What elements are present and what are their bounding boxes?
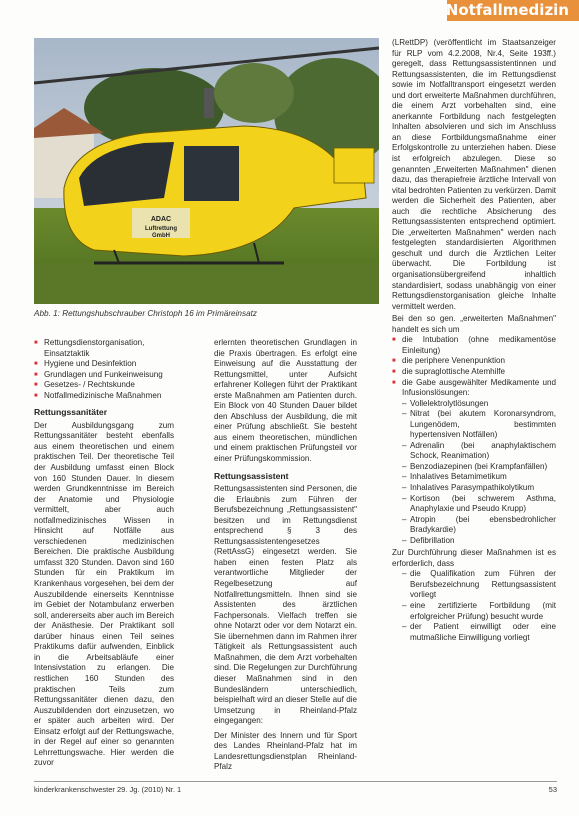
list-item: ■ die periphere Venenpunktion bbox=[392, 356, 556, 367]
footer-divider bbox=[34, 781, 557, 782]
body-paragraph: Bei den so gen. „erweiterten Maßnahmen" handelt es sich um bbox=[392, 314, 556, 334]
column-3 bbox=[392, 38, 556, 643]
body-paragraph: Rettungsassistenten sind Personen, die die Erlaubnis zum Führen der Berufsbezeichnung „Rettungsassistent" besitzen und im Rettungsdienst entsprechend § 3 des Rettungsassistentengesetzes (RettAssG) eingesetzt werden. Sie haben einen festen Platz als verantwortliche Mitglieder der Regelbesetzung auf Notfallrettungsmitteln. Ihnen sind sie Assistenten des ärztlichen Fachpersonals. Vielfach treffen sie ohne Notarzt oder vor dem Notarzt ein. Sie übernehmen dann im Rahmen ihrer Tätigkeit als Rettungsassistent auch Maßnahmen, die dem Arzt vorbehalten sind. Die Regelungen zur Durchführung dieser Maßnahmen sind in den Bundesländern unterschiedlich, beispielhaft wird an dieser Stelle auf die Umsetzung in Rheinland-Pfalz eingegangen: bbox=[214, 484, 357, 726]
svg-text:GmbH: GmbH bbox=[152, 233, 170, 239]
list-item: – Vollelektrolytlösungen bbox=[402, 399, 556, 410]
figure-caption: Abb. 1: Rettungshubschrauber Christoph 16 im Primäreinsatz bbox=[34, 309, 257, 318]
section-heading: Rettungsassistent bbox=[214, 470, 289, 481]
journal-citation: kinderkrankenschwester 29. Jg. (2010) Nr. 1 bbox=[34, 785, 182, 794]
list-item: – Inhalatives Betamimetikum bbox=[402, 472, 556, 483]
body-paragraph: Der Minister des Innern und für Sport des Landes Rheinland-Pfalz hat im Landesrettungsdienstplan Rheinland-Pfalz bbox=[214, 730, 357, 772]
body-paragraph: Der Ausbildungsgang zum Rettungssanitäter besteht ebenfalls aus einem theoretischen und einem praktischen Teil. Der theoretische Teil der Ausbildung umfasst einen Block von 160 Stunden Dauer. In diesem werden Grundkenntnisse im Bereich der Anatomie und Physiologie vermittelt, aber auch notfallmedizinisches Wissen in Hinsicht auf Notfälle aus verschiedenen medizinischen Bereichen. Die praktische Ausbildung umfasst 320 Stunden. Davon sind 160 Stunden für ein Praktikum im Krankenhaus vorgesehen, bei dem der Auszubildende einerseits Kenntnisse im Gebiet der Notambulanz erwerben soll, andererseits aber auch im Bereich der Anästhesie. Der Praktikant soll darüber hinaus einen Teil seines Praktikums dafür aufwenden, Einblick in die Arbeitsabläufe einer Intensivstation zu erlangen. Die restlichen 160 Stunden des praktischen Teils zum Rettungssanitäter dienen dazu, den Auszubildenden dort einzusetzen, wo er später auch arbeiten wird. Der Einsatz erfolgt auf der Rettungswache, in der Regel auf einer so genannten Lehrrettungswache. Hier werden die zuvor bbox=[34, 420, 174, 768]
list-item: – Nitrat (bei akutem Koronarsyndrom, Lungenödem, bestimmten hypertensiven Notfällen) bbox=[402, 409, 556, 441]
list-item: ■ die Intubation (ohne medikamentöse Einleitung) bbox=[392, 335, 556, 356]
list-item: – Benzodiazepinen (bei Krampfanfällen) bbox=[402, 462, 556, 473]
list-item: – Adrenalin (bei anaphylaktischem Schock, Reanimation) bbox=[402, 441, 556, 462]
svg-text:Luftrettung: Luftrettung bbox=[145, 226, 177, 232]
measures-list bbox=[392, 335, 556, 398]
list-item: – Atropin (bei ebensbedrohlicher Bradykardie) bbox=[402, 515, 556, 536]
list-item: – eine zertifizierte Fortbildung (mit erfolgreicher Prüfung) besucht wurde bbox=[402, 601, 556, 622]
section-tab bbox=[447, 0, 579, 21]
list-item: ■ Gesetzes- / Rechtskunde bbox=[34, 380, 174, 391]
list-item: ■ Grundlagen und Funkeinweisung bbox=[34, 370, 174, 381]
body-paragraph: (LRettDP) (veröffentlicht im Staatsanzeiger für RLP vom 4.2.2008, Nr.4, Seite 193ff.) geregelt, dass Rettungsassistentinnen und Rettungsassistenten, die im Rettungsdienst sowie im Notfalltransport eingesetzt werden und dort erweiterte Maßnahmen durchführen, die einem Arzt vorbehalten sind, eine anerkannte Fortbildung nach festgelegten Inhalten absolvieren und sich im Anschluss an diese Fortbildungsmaßnahme einer Erfolgskontrolle zu unterziehen haben. Diese ist erfolgreich abzulegen. Diese so genannten „Erweiterten Maßnahmen" dienen dazu, das therapiefreie ärztliche Intervall von vital bedrohten Patienten zu verkürzen. Damit werden die Sicherheit des Patienten, aber auch die rechtliche Absicherung des Rettungsassistenten entsprechend optimiert. Die „erweiterten Maßnahmen" werden nach festgelegten standardisierten Algorithmen geschult und durch die Ärztlichen Leiter überwacht. Die Fortbildung ist organisationsübergreifend inhaltlich standardisiert, sodass unabhängig von einer Rettungsdienstorganisation gleiche Inhalte vermittelt werden. bbox=[392, 38, 556, 311]
column-1 bbox=[34, 338, 174, 769]
list-item: – die Qualifikation zum Führen der Berufsbezeichnung Rettungsassistent vorliegt bbox=[402, 569, 556, 601]
section-title: Notfallmedizin bbox=[445, 1, 569, 19]
list-item: ■ die Gabe ausgewählter Medikamente und Infusionslösungen: bbox=[392, 378, 556, 399]
body-paragraph: Zur Durchführung dieser Maßnahmen ist es erforderlich, dass bbox=[392, 548, 556, 568]
list-item: ■ die supraglottische Atemhilfe bbox=[392, 367, 556, 378]
page-number: 53 bbox=[548, 785, 557, 794]
list-item: – Kortison (bei schwerem Asthma, Anaphylaxie und Pseudo Krupp) bbox=[402, 494, 556, 515]
column-2 bbox=[214, 338, 357, 773]
list-item: – der Patient einwilligt oder eine mutmaßliche Einwilligung vorliegt bbox=[402, 622, 556, 643]
topic-list bbox=[34, 338, 174, 401]
list-item: – Inhalatives Parasympathikolytikum bbox=[402, 483, 556, 494]
list-item: ■ Hygiene und Desinfektion bbox=[34, 359, 174, 370]
helicopter-illustration bbox=[34, 38, 379, 304]
section-heading: Rettungssanitäter bbox=[34, 407, 108, 418]
list-item: ■ Rettungsdienstorganisation, Einsatztaktik bbox=[34, 338, 174, 359]
medication-list bbox=[392, 399, 556, 547]
body-paragraph: erlernten theoretischen Grundlagen in die Praxis übertragen. Es erfolgt eine Einweisung auf die Ausstattung der Rettungsmittel, unter Aufsicht erfahrener Kollegen führt der Praktikant erste Maßnahmen am Patienten durch. Ein Block von 40 Stunden Dauer bildet den Abschluss der Ausbildung, die mit einer Prüfung abschließt. Sie besteht aus einem theoretischen, mündlichen und einem praktischen Prüfungsteil vor einer Prüfungskommission. bbox=[214, 338, 357, 464]
door-text: ADAC bbox=[150, 216, 172, 223]
page-footer bbox=[34, 785, 557, 794]
requirements-list bbox=[392, 569, 556, 643]
helicopter-photo bbox=[34, 38, 379, 304]
list-item: – Defibrillation bbox=[402, 536, 556, 547]
list-item: ■ Notfallmedizinische Maßnahmen bbox=[34, 391, 174, 402]
